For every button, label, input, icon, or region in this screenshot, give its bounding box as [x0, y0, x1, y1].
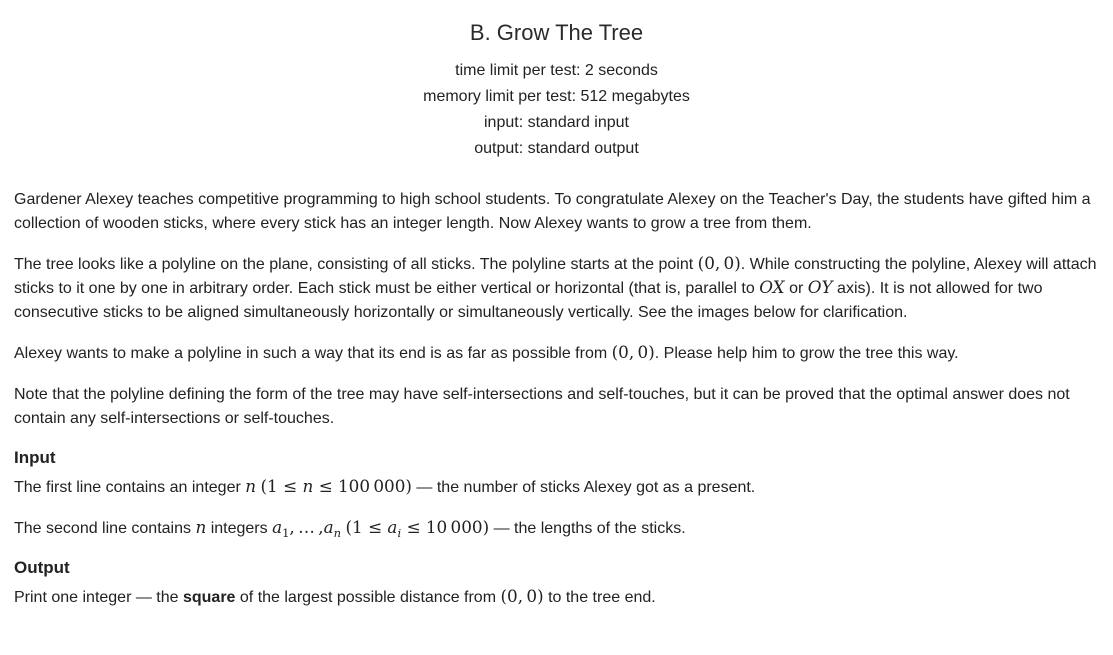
problem-statement-page [0, 20, 1113, 610]
statement-paragraph-4: Note that the polyline defining the form of the tree may have self-intersections and self-touches, but it can be proved that the optimal answer does not contain any self-intersections or self-touches. [14, 386, 1070, 427]
output-heading: Output [14, 558, 70, 577]
output-spec: output: standard output [474, 140, 639, 157]
problem-title: B. Grow The Tree [469, 20, 644, 45]
problem-limits [14, 58, 1099, 162]
statement-body [14, 188, 1099, 431]
input-paragraph-2: The second line contains n integers $a_1$, … $,a_n$ ($1 \le a_i \le 10$ 000) — the lengths of the sticks. [14, 517, 686, 541]
time-limit: time limit per test: 2 seconds [455, 62, 658, 79]
input-paragraph-1: The first line contains an integer n (1 ≤ n ≤ 100 000) — the number of sticks Alexey got as a present. [14, 476, 756, 496]
memory-limit: memory limit per test: 512 megabytes [423, 88, 690, 105]
statement-paragraph-1: Gardener Alexey teaches competitive programming to high school students. To congratulate Alexey on the Teacher's Day, the students have gifted him a collection of wooden sticks, where every stick has an integer length. Now Alexey wants to grow a tree from them. [14, 191, 1091, 232]
input-section [14, 448, 1099, 541]
output-section [14, 558, 1099, 610]
statement-paragraph-3: Alexey wants to make a polyline in such a way that its end is as far as possible from (0, 0). Please help him to grow the tree this way. [14, 342, 959, 362]
output-paragraph-1: Print one integer — the square of the largest possible distance from (0, 0) to the tree end. [14, 586, 656, 606]
input-spec: input: standard input [484, 114, 629, 131]
input-heading: Input [14, 448, 56, 467]
statement-paragraph-2: The tree looks like a polyline on the plane, consisting of all sticks. The polyline starts at the point (0, 0). While constructing the polyline, Alexey will attach sticks to it one by one in arbitrary order. Each stick must be either vertical or horizontal (that is, parallel to OX or OY axis). It is not allowed for two consecutive sticks to be aligned simultaneously horizontally or simultaneously vertically. See the images below for clarification. [14, 253, 1097, 321]
